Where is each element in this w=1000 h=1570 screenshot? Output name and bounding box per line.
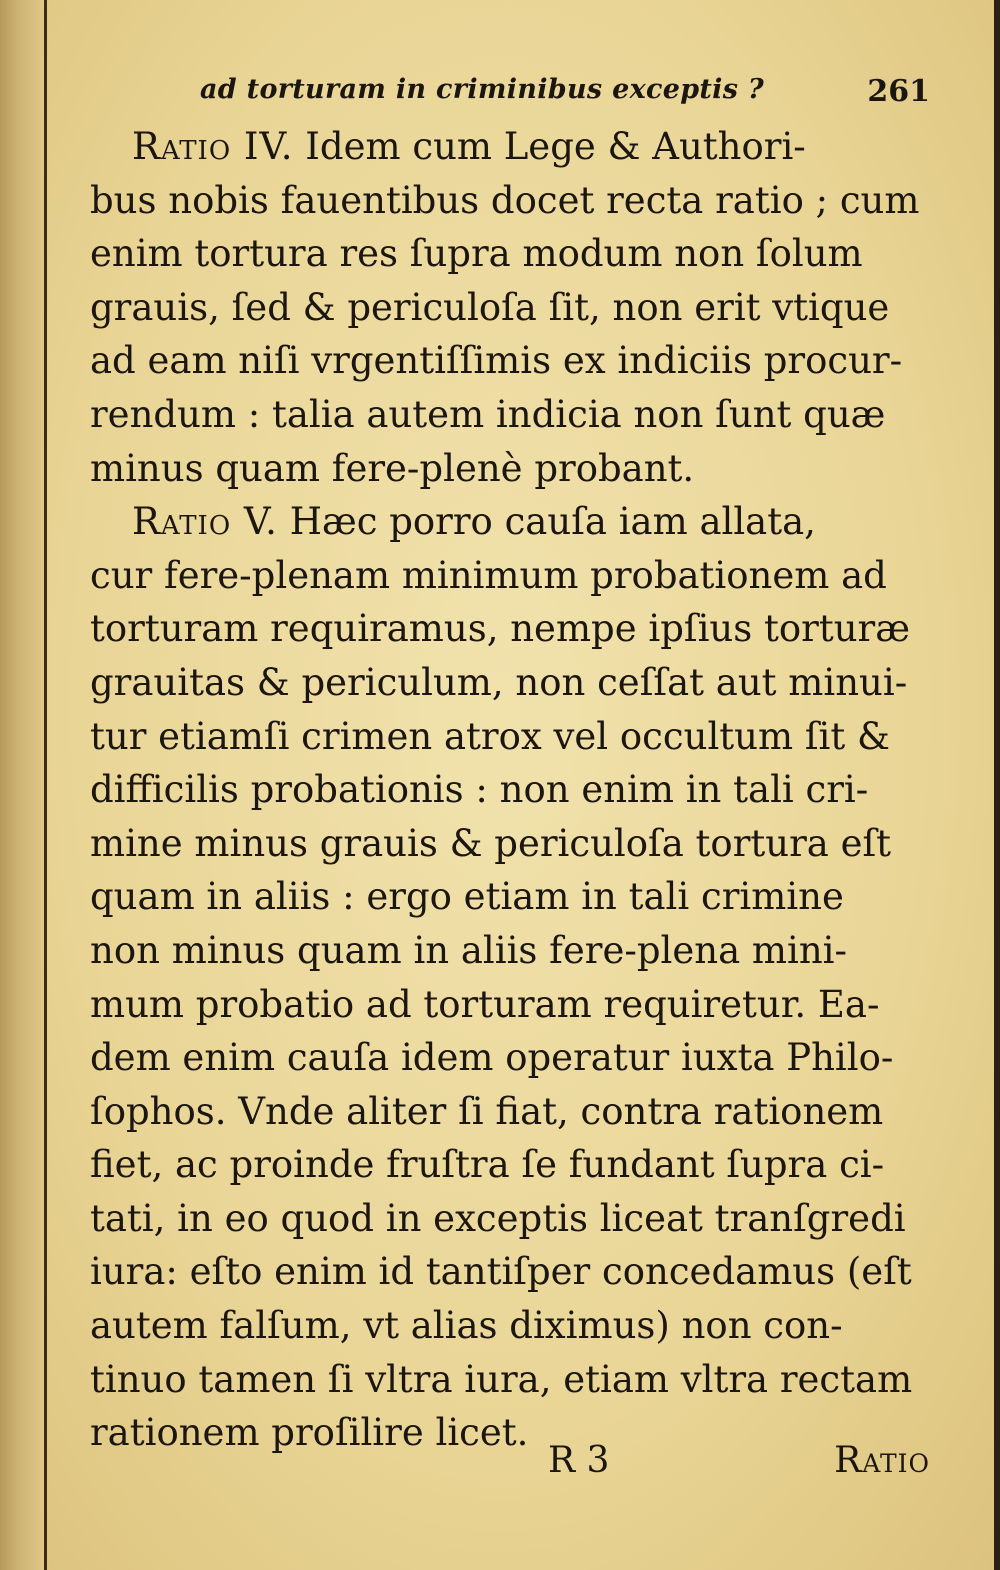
- text-line: tati, in eo quod in exceptis liceat tranſgredi: [90, 1196, 906, 1240]
- text-line: tur etiamſi crimen atrox vel occultum ſit &: [90, 714, 890, 758]
- text-line: grauis, ſed & periculoſa ſit, non erit vtique: [90, 285, 890, 329]
- text-line: torturam requiramus, nempe ipſius torturæ: [90, 607, 910, 651]
- paragraph-ratio-5: [90, 495, 930, 1460]
- text-line: tinuo tamen ſi vltra iura, etiam vltra rectam: [90, 1357, 913, 1401]
- text-line: mine minus grauis & periculoſa tortura eſt: [90, 821, 892, 865]
- text-line: cur fere-plenam minimum probationem ad: [90, 553, 887, 597]
- ratio-label: Ratio V.: [132, 500, 278, 544]
- binding-gutter: [0, 0, 46, 1570]
- paragraph-ratio-4: [90, 120, 930, 495]
- text-line: fiet, ac proinde fruſtra ſe fundant ſupra ci-: [90, 1143, 885, 1187]
- text-line: rendum : talia autem indicia non ſunt quæ: [90, 392, 886, 436]
- running-head: ad torturam in criminibus exceptis ?: [200, 74, 765, 105]
- page-right-edge: [994, 0, 1000, 1570]
- text-line: autem falſum, vt alias diximus) non con-: [90, 1304, 843, 1348]
- text-line: non minus quam in aliis fere-plena mini-: [90, 928, 848, 972]
- text-line: Ratio IV. Idem cum Lege & Authori-: [132, 125, 806, 168]
- gutter-edge-line: [44, 0, 47, 1570]
- text-line: mum probatio ad torturam requiretur. Ea-: [90, 982, 880, 1026]
- catchword: Ratio: [834, 1440, 930, 1481]
- text-line: rationem proſilire licet.: [90, 1411, 529, 1455]
- signature-mark: R 3: [548, 1440, 610, 1481]
- text-line: enim tortura res ſupra modum non ſolum: [90, 232, 863, 276]
- body-text: [90, 120, 930, 1460]
- text-line: bus nobis fauentibus docet recta ratio ; cum: [90, 178, 920, 222]
- page-number: 261: [867, 74, 930, 109]
- text-line: ſophos. Vnde aliter ſi fiat, contra rationem: [90, 1089, 884, 1133]
- text-line: ad eam niſi vrgentiſſimis ex indiciis procur-: [90, 339, 903, 383]
- text-line: quam in aliis : ergo etiam in tali crimine: [90, 875, 844, 919]
- page-header: [200, 74, 930, 114]
- text-line: Ratio V. Hæc porro cauſa iam allata,: [132, 500, 816, 544]
- text-line: grauitas & periculum, non ceſſat aut minui-: [90, 660, 908, 704]
- text-line: difficilis probationis : non enim in tali cri-: [90, 768, 869, 812]
- page-footer: [90, 1440, 930, 1500]
- ratio-label: Ratio IV.: [132, 125, 294, 168]
- text-line: dem enim cauſa idem operatur iuxta Philo-: [90, 1036, 894, 1080]
- text-line: iura: eſto enim id tantiſper concedamus (eſt: [90, 1250, 912, 1294]
- text-line: minus quam fere-plenè probant.: [90, 446, 695, 490]
